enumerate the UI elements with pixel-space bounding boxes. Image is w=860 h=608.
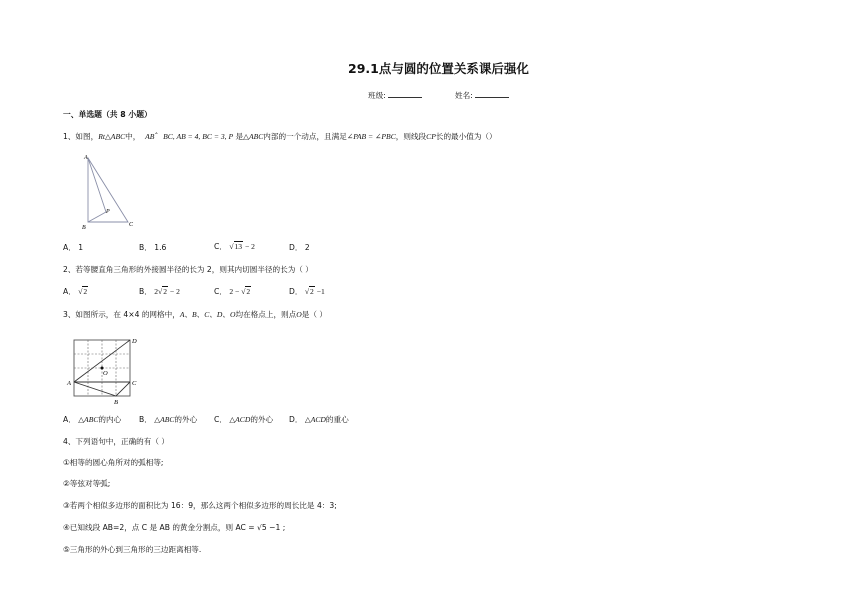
section-header: 一、单选题（共 8 小题） <box>63 110 152 119</box>
q1-option-a[interactable] <box>63 244 83 252</box>
option-label: C． <box>214 242 227 251</box>
class-field <box>368 90 422 100</box>
option-text: 1.6 <box>154 243 167 252</box>
radicand: 2 <box>310 287 314 296</box>
q3-grid-figure <box>66 334 146 406</box>
q1-option-d[interactable] <box>289 244 310 252</box>
q4-stem: 4、下列语句中，正确的有（ ） <box>63 437 169 446</box>
radicand: 2 <box>163 287 167 296</box>
option-triangle: △ACD <box>304 415 326 424</box>
q1-segment-bp <box>88 212 106 222</box>
q1-ab: AB <box>145 132 155 141</box>
option-text: 的内心 <box>98 415 122 424</box>
option-label: C． <box>214 415 227 424</box>
q1-is: 是 <box>235 132 244 141</box>
q2-option-d[interactable] <box>289 288 325 296</box>
option-pre: 2 <box>154 287 159 296</box>
q1-segment-ap <box>88 158 106 212</box>
q3-o: O <box>296 310 302 319</box>
q3-label-c: C <box>132 380 137 387</box>
q3-end: 是（ ） <box>301 310 327 319</box>
option-triangle: △ABC <box>154 415 175 424</box>
q4-statement-4: ④已知线段 AB=2，点 C 是 AB 的黄金分割点，则 AC = √5 −1 ; <box>63 523 286 532</box>
option-label: A． <box>63 243 76 252</box>
option-triangle: △ACD <box>229 415 251 424</box>
q1-option-c[interactable] <box>214 243 255 251</box>
q1-label-a: A <box>84 155 88 161</box>
q3-label-b: B <box>114 399 118 406</box>
q2-stem: 2、若等腰直角三角形的外接圆半径的长为 2，则其内切圆半径的长为（ ） <box>63 265 313 274</box>
q3-option-b[interactable] <box>139 416 197 424</box>
q1-perp: ˆ <box>154 132 159 141</box>
q1-figure <box>78 150 140 232</box>
option-suffix: − 2 <box>243 242 255 251</box>
q1-label-b: B <box>82 225 86 231</box>
sqrt-expression: √2 −1 <box>304 287 325 296</box>
option-text: 的重心 <box>325 415 349 424</box>
q1-rt: Rt <box>98 132 105 141</box>
q1-conditions: BC, AB = 4, BC = 3, P <box>163 132 234 141</box>
option-suffix: − 2 <box>168 287 180 296</box>
q1-label-p: P <box>106 209 110 215</box>
sqrt-expression: √13 − 2 <box>229 242 255 251</box>
radicand: 2 <box>246 287 251 296</box>
page-title: 29.1点与圆的位置关系课后强化 <box>348 61 529 76</box>
q3-label-d: D <box>132 338 137 345</box>
q3-option-a[interactable] <box>63 416 121 424</box>
q2-option-b[interactable] <box>139 288 180 296</box>
q1-stem <box>63 133 497 141</box>
sqrt-expression: √2 <box>78 287 88 296</box>
option-label: D． <box>289 287 303 296</box>
q1-option-b[interactable] <box>139 244 166 252</box>
option-label: B． <box>139 287 152 296</box>
option-label: C． <box>214 287 227 296</box>
q4-statement-2: ②等弦对等弧; <box>63 479 111 488</box>
q1-label-c: C <box>129 222 134 228</box>
q3-label-o: O <box>103 370 108 377</box>
option-text: 的外心 <box>174 415 198 424</box>
q3-option-c[interactable] <box>214 416 273 424</box>
option-text: 2 <box>304 243 310 252</box>
option-text: 的外心 <box>250 415 274 424</box>
option-label: D． <box>289 415 303 424</box>
option-label: D． <box>289 243 303 252</box>
q4-statement-1: ①相等的圆心角所对的弧相等; <box>63 458 164 467</box>
q3-points: A、B、C、D、O <box>179 310 236 319</box>
option-label: A． <box>63 287 76 296</box>
q2-option-a[interactable] <box>63 288 88 296</box>
q1-prefix: 1、如图， <box>63 132 99 141</box>
sqrt-expression: 2 − √2 <box>229 287 251 296</box>
q3-option-d[interactable] <box>289 416 349 424</box>
class-label: 班级: <box>368 91 386 100</box>
q1-cp: CP <box>426 132 436 141</box>
q1-middle2: 内部的一个动点，且满足 <box>263 132 347 141</box>
name-blank <box>475 90 509 98</box>
name-field <box>455 90 509 100</box>
q3-stem <box>63 311 327 319</box>
option-triangle: △ABC <box>78 415 99 424</box>
q3-middle: 均在格点上，则点 <box>235 310 297 319</box>
q1-triangle2: △ABC <box>243 132 264 141</box>
q1-middle1: 中， <box>125 132 141 141</box>
option-text: 1 <box>78 243 84 252</box>
name-label: 姓名: <box>455 91 473 100</box>
q1-end: 长的最小值为（） <box>435 132 497 141</box>
q4-statement-3: ③若两个相似多边形的面积比为 16：9，那么这两个相似多边形的周长比是 4：3; <box>63 501 337 510</box>
option-label: A． <box>63 415 76 424</box>
option-label: B． <box>139 415 152 424</box>
q2-option-c[interactable] <box>214 288 251 296</box>
radicand: 13 <box>234 242 243 251</box>
q1-angle: ∠PAB = ∠PBC <box>346 132 396 141</box>
option-suffix: −1 <box>314 287 325 296</box>
option-pre: 2 − <box>229 287 242 296</box>
radicand: 2 <box>83 287 88 296</box>
q3-label-a: A <box>67 380 71 387</box>
q3-prefix: 3、如图所示，在 4×4 的网格中， <box>63 310 180 319</box>
class-blank <box>388 90 422 98</box>
option-label: B． <box>139 243 152 252</box>
q1-triangle: △ABC <box>104 132 126 141</box>
q1-middle3: ，则线段 <box>395 132 427 141</box>
sqrt-expression: 2√2 − 2 <box>154 287 180 296</box>
q4-statement-5: ⑤三角形的外心到三角形的三边距离相等. <box>63 545 202 554</box>
